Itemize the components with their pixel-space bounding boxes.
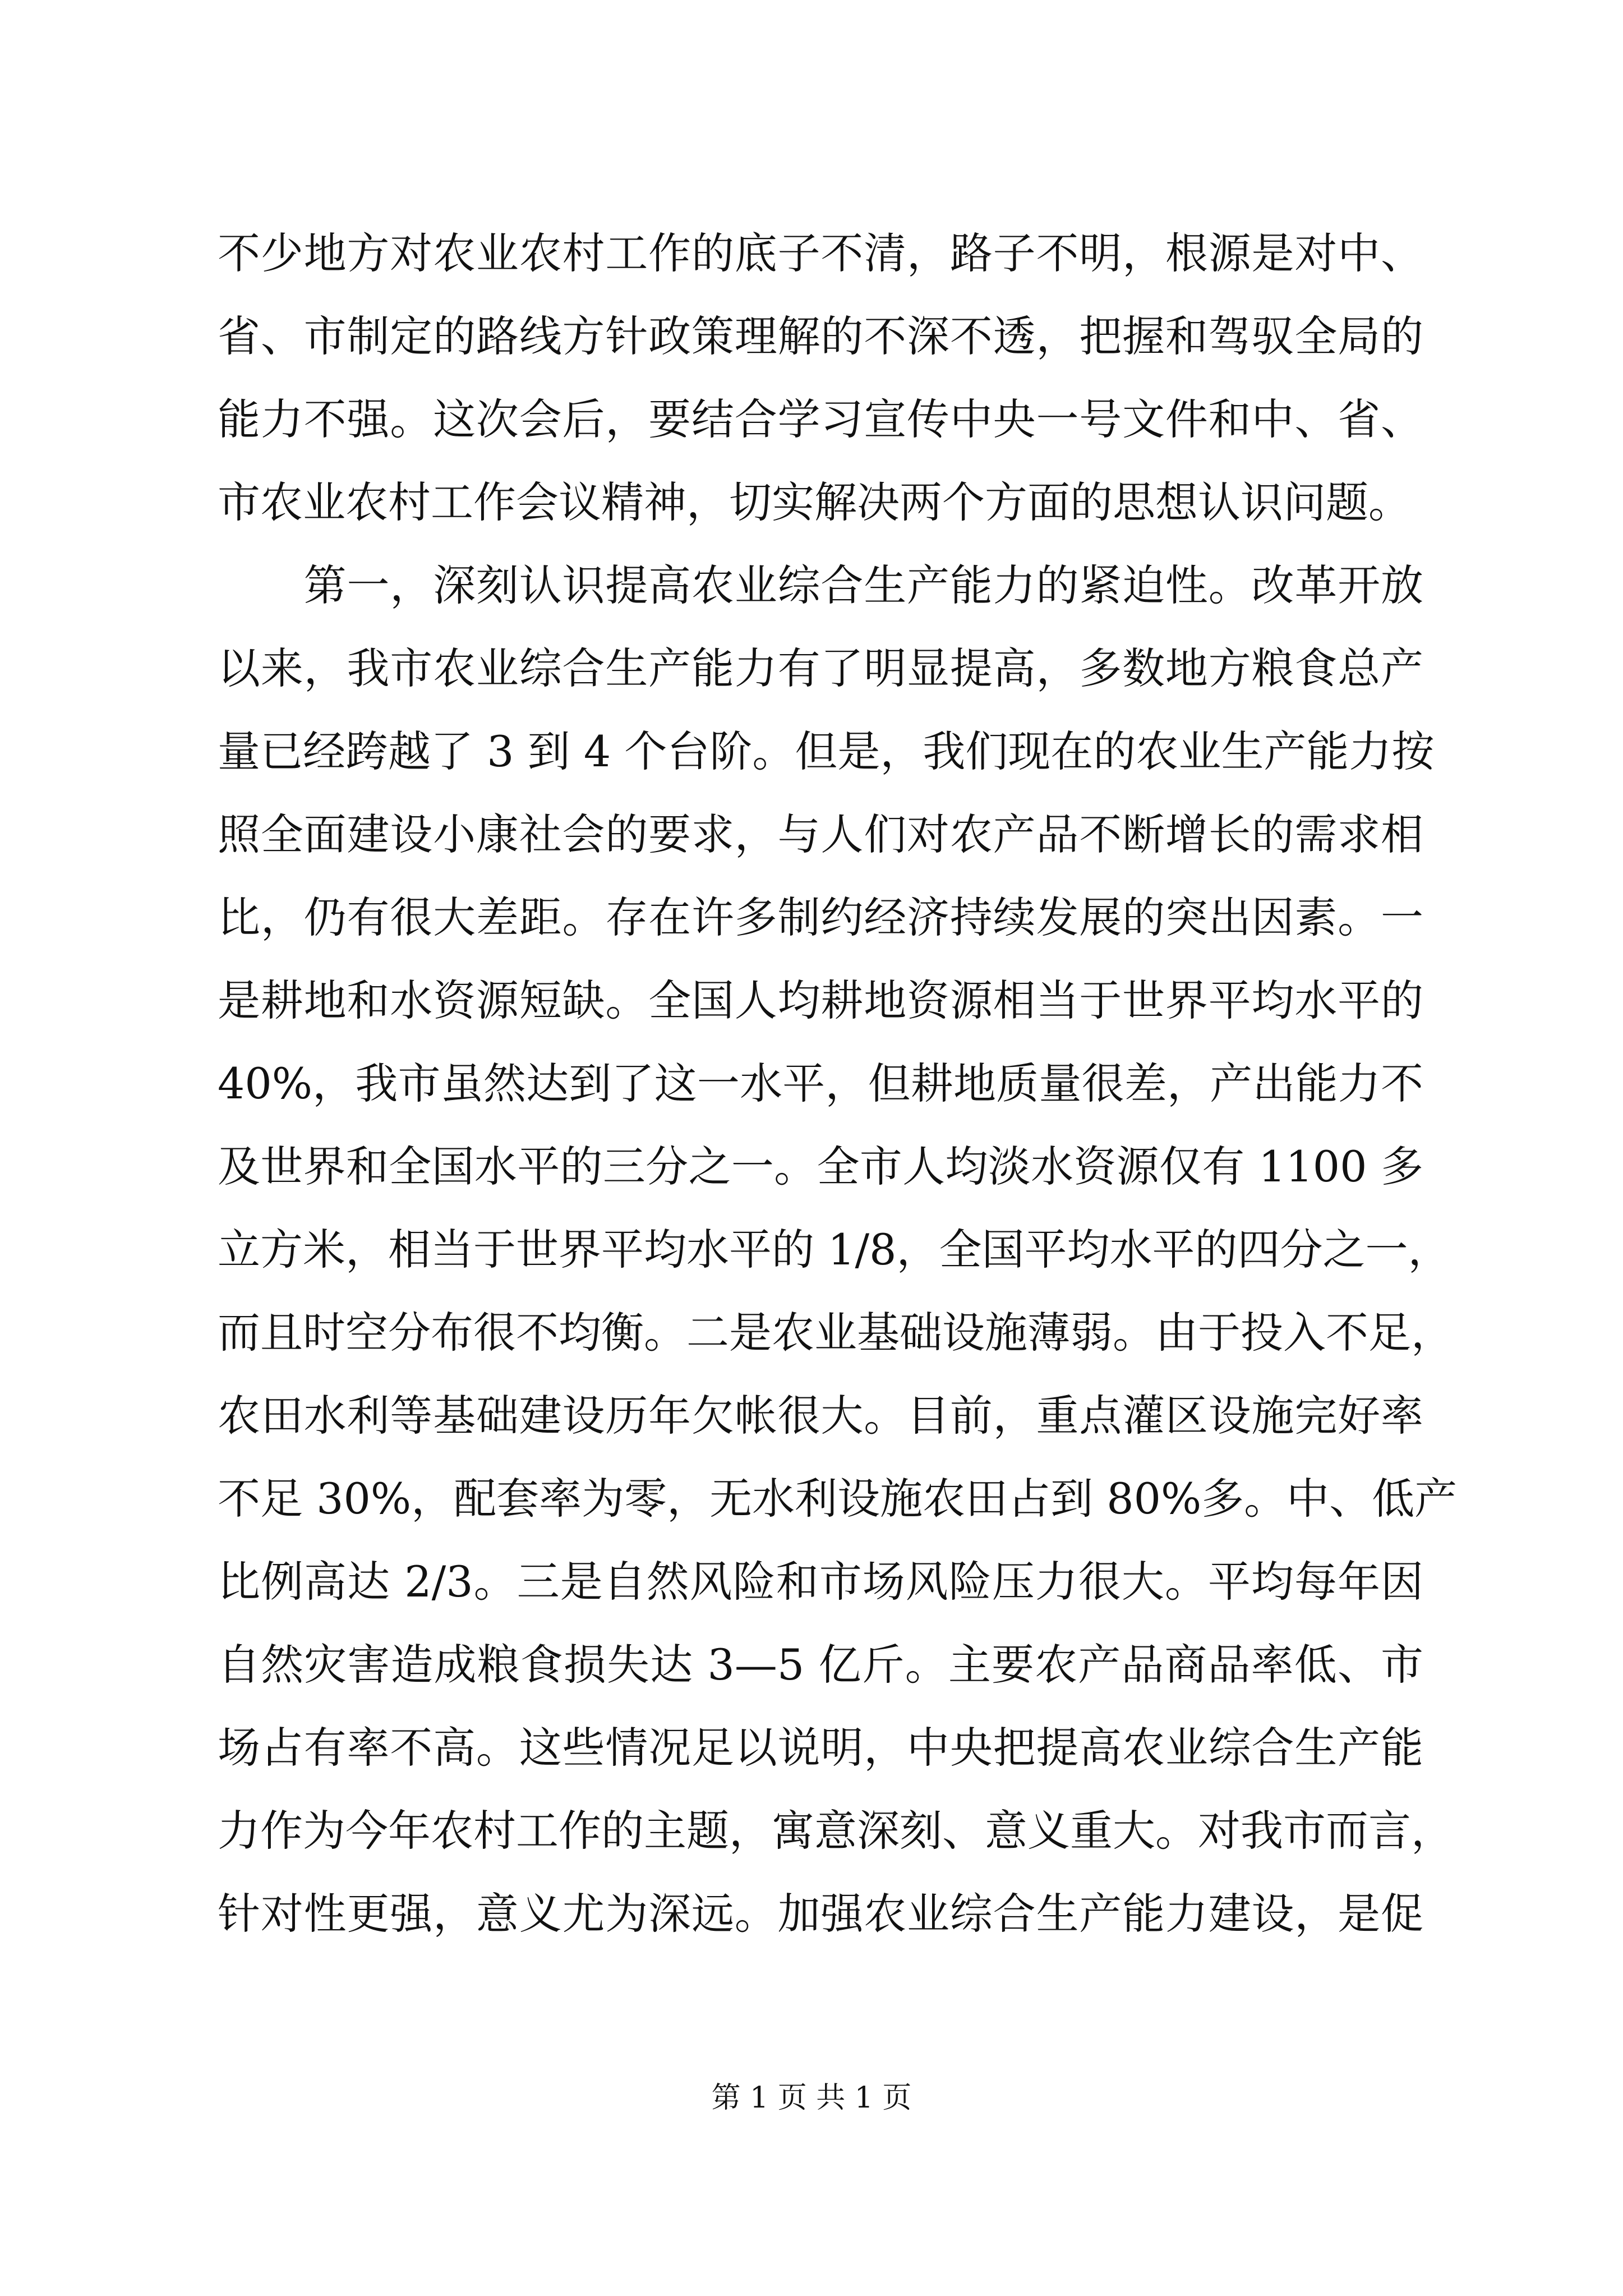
text-line: 立方米，相当于世界平均水平的 1/8，全国平均水平的四分之一， bbox=[218, 1225, 1451, 1274]
text-line: 不足 30%，配套率为零，无水利设施农田占到 80%多。中、低产 bbox=[218, 1474, 1458, 1524]
text-line: 而且时空分布很不均衡。二是农业基础设施薄弱。由于投入不足， bbox=[218, 1308, 1454, 1358]
text-line: 不少地方对农业农村工作的底子不清，路子不明，根源是对中、 bbox=[218, 228, 1423, 278]
text-line: 及世界和全国水平的三分之一。全市人均淡水资源仅有 1100 多 bbox=[218, 1142, 1423, 1191]
text-line: 场占有率不高。这些情况足以说明，中央把提高农业综合生产能 bbox=[218, 1723, 1423, 1773]
body-text bbox=[218, 212, 1458, 1955]
text-line: 力作为今年农村工作的主题，寓意深刻、意义重大。对我市而言， bbox=[218, 1806, 1454, 1856]
text-line: 照全面建设小康社会的要求，与人们对农产品不断增长的需求相 bbox=[218, 809, 1423, 859]
text-line: 40%，我市虽然达到了这一水平，但耕地质量很差，产出能力不 bbox=[218, 1059, 1423, 1108]
text-line: 比例高达 2/3。三是自然风险和市场风险压力很大。平均每年因 bbox=[218, 1557, 1423, 1607]
text-line: 比，仍有很大差距。存在许多制约经济持续发展的突出因素。一 bbox=[218, 892, 1423, 942]
text-line: 能力不强。这次会后，要结合学习宣传中央一号文件和中、省、 bbox=[218, 394, 1423, 444]
text-line: 是耕地和水资源短缺。全国人均耕地资源相当于世界平均水平的 bbox=[218, 976, 1423, 1025]
text-line: 第一，深刻认识提高农业综合生产能力的紧迫性。改革开放 bbox=[218, 560, 1423, 610]
text-line: 市农业农村工作会议精神，切实解决两个方面的思想认识问题。 bbox=[218, 477, 1411, 527]
text-line: 农田水利等基础建设历年欠帐很大。目前，重点灌区设施完好率 bbox=[218, 1391, 1423, 1441]
text-line: 针对性更强，意义尤为深远。加强农业综合生产能力建设，是促 bbox=[218, 1889, 1423, 1939]
page-footer: 第 1 页 共 1 页 bbox=[711, 2081, 912, 2115]
text-line: 以来，我市农业综合生产能力有了明显提高，多数地方粮食总产 bbox=[218, 643, 1423, 693]
text-line: 量已经跨越了 3 到 4 个台阶。但是，我们现在的农业生产能力按 bbox=[218, 726, 1435, 776]
text-line: 自然灾害造成粮食损失达 3—5 亿斤。主要农产品商品率低、市 bbox=[218, 1640, 1423, 1690]
text-line: 省、市制定的路线方针政策理解的不深不透，把握和驾驭全局的 bbox=[218, 311, 1423, 361]
